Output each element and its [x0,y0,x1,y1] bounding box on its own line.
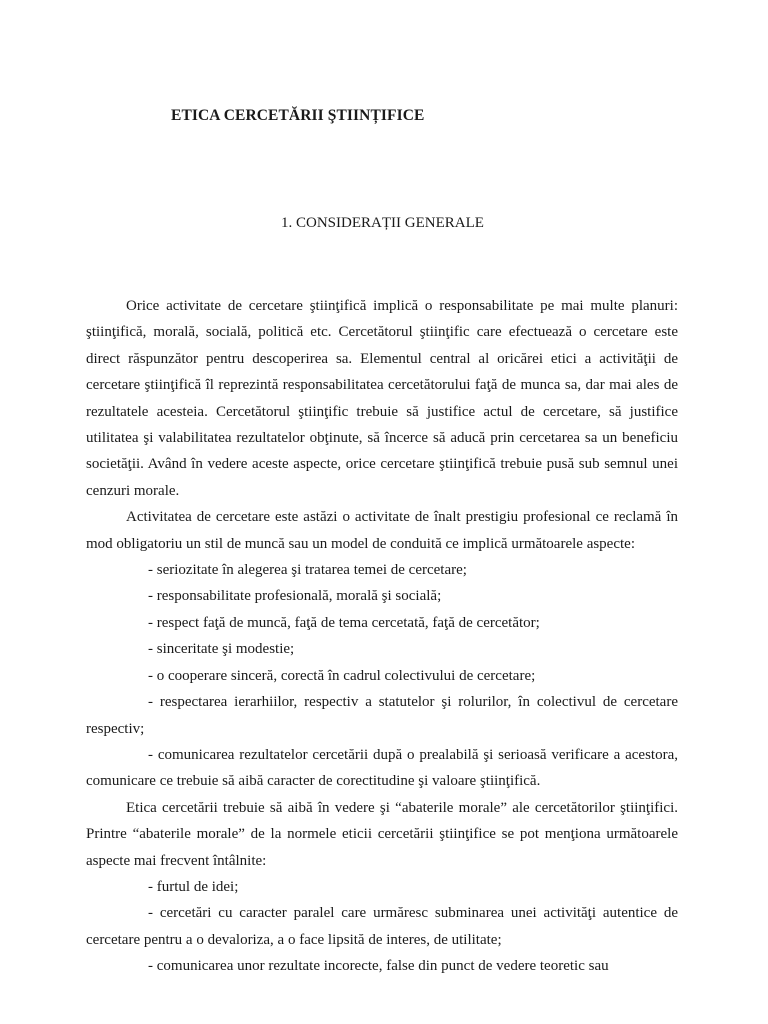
list-item: - furtul de idei; [148,878,239,895]
list-item: - cercetări cu caracter paralel care urmăresc subminarea unei activităţi autentice de cercetare pentru a o devaloriza, a o face lipsită de interes, de utilitate; [86,905,678,948]
list-item: - comunicarea unor rezultate incorecte, false din punct de vedere teoretic sau [148,958,609,975]
document-title: ETICA CERCETĂRII ŞTIINȚIFICE [171,107,425,124]
paragraph: Activitatea de cercetare este astăzi o activitate de înalt prestigiu profesional ce reclamă în mod obligatoriu un stil de muncă sau un model de conduită ce implică următoarele aspecte: [86,509,678,552]
list-item: - o cooperare sinceră, corectă în cadrul colectivului de cercetare; [148,667,536,684]
section-heading: 1. CONSIDERAȚII GENERALE [281,215,484,231]
paragraph: Etica cercetării trebuie să aibă în vedere şi “abaterile morale” ale cercetătorilor ştiinţifici. Printre “abaterile morale” de la normele eticii cercetării ştiinţifice se pot menţiona următoarele aspecte mai frecvent întâlnite: [86,799,678,869]
list-item: - comunicarea rezultatelor cercetării după o prealabilă şi serioasă verificare a acestora, comunicare ce trebuie să aibă caracter de corectitudine şi valoare ştiinţifică. [86,746,678,790]
list-item: - seriozitate în alegerea şi tratarea temei de cercetare; [148,562,467,579]
paragraph: Orice activitate de cercetare ştiinţifică implică o responsabilitate pe mai multe planuri: ştiinţifică, morală, socială, politică etc. Cercetătorul ştiinţific care efectuează o cercetare este direct răspunzător pentru descoperirea sa. Elementul central al oricărei etici a activităţii de cercetare ştiinţifică îl reprezintă responsabilitatea cercetătorului faţă de munca sa, dar mai ales de rezultatele acesteia. Cercetătorul ştiinţific trebuie să justifice actul de cercetare, să justifice utilitatea şi valabilitatea rezultatelor obţinute, să încerce să aducă prin cercetarea sa un beneficiu societăţii. Având în vedere aceste aspecte, orice cercetare ştiinţifică trebuie pusă sub semnul unei cenzuri morale. [86,298,678,499]
list-item: - responsabilitate profesională, morală şi socială; [148,588,442,605]
list-item: - respect faţă de muncă, faţă de tema cercetată, faţă de cercetător; [148,614,540,631]
body-text [86,293,678,980]
list-item: - sinceritate şi modestie; [148,641,295,658]
list-item: - respectarea ierarhiilor, respectiv a statutelor şi rolurilor, în colectivul de cercetare respectiv; [86,694,678,737]
